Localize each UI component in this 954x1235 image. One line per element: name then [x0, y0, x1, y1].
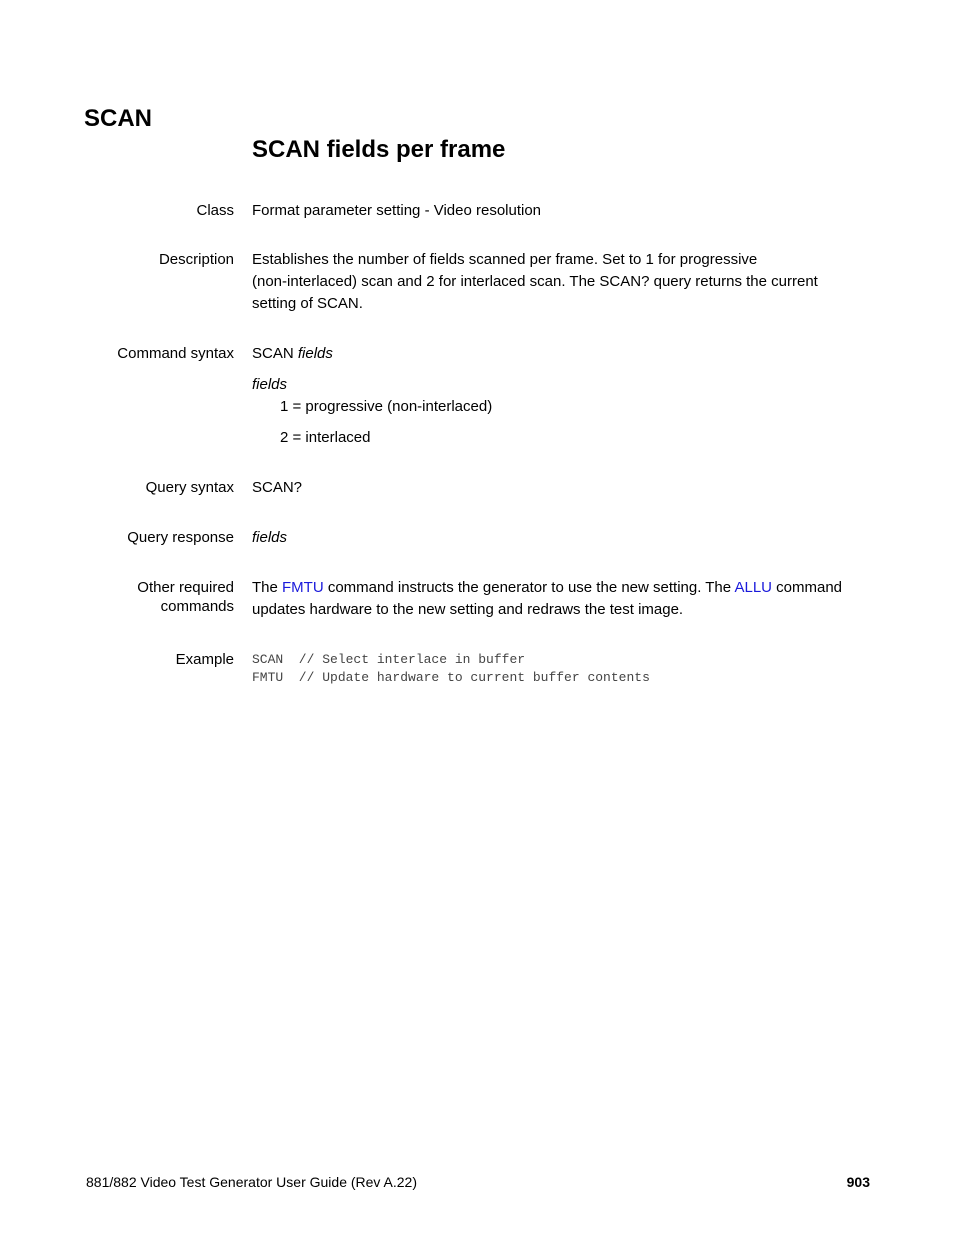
description-line: Establishes the number of fields scanned per frame. Set to 1 for progressive: [252, 251, 758, 268]
param-heading: fields: [252, 376, 288, 393]
command-syntax-line: [252, 343, 872, 365]
command-name: SCAN: [252, 345, 294, 362]
description-value: [252, 249, 872, 315]
other-required-value: [252, 577, 872, 621]
command-syntax-value: [252, 343, 872, 449]
command-subtitle: SCAN fields per frame: [252, 136, 506, 163]
fmtu-link[interactable]: FMTU: [282, 579, 324, 596]
description-line: setting of SCAN.: [252, 295, 363, 312]
query-response-value: fields: [252, 529, 288, 546]
other-required-line: [252, 577, 872, 599]
other-required-label-line: commands: [160, 598, 234, 615]
allu-link[interactable]: ALLU: [734, 579, 772, 596]
footer-page-number: 903: [846, 1174, 870, 1190]
description-label: Description: [158, 251, 234, 268]
command-param: fields: [297, 345, 333, 362]
other-required-text: command instructs the generator to use the new setting. The: [323, 579, 735, 596]
other-required-text: command: [772, 579, 843, 596]
command-title: SCAN: [84, 105, 153, 132]
description-line: (non-interlaced) scan and 2 for interlaced scan. The SCAN? query returns the current: [252, 273, 818, 290]
footer-document-title: 881/882 Video Test Generator User Guide (Rev A.22): [86, 1174, 418, 1190]
other-required-label: [60, 578, 234, 616]
other-required-label-line: Other required: [137, 579, 234, 596]
class-value: Format parameter setting - Video resolution: [252, 202, 542, 219]
query-syntax-value: SCAN?: [252, 479, 303, 496]
code-line: FMTU // Update hardware to current buffer contents: [252, 670, 650, 685]
param-value-item: 2 = interlaced: [280, 429, 371, 446]
other-required-text: The: [252, 579, 283, 596]
param-value-item: 1 = progressive (non-interlaced): [280, 398, 493, 415]
command-syntax-label: Command syntax: [117, 345, 234, 362]
example-code-block: [252, 651, 872, 687]
query-response-label: Query response: [127, 529, 234, 546]
query-syntax-label: Query syntax: [145, 479, 234, 496]
code-line: SCAN // Select interlace in buffer: [252, 652, 526, 667]
class-label: Class: [196, 202, 234, 219]
other-required-line: updates hardware to the new setting and redraws the test image.: [252, 601, 684, 618]
example-label: Example: [175, 651, 234, 668]
